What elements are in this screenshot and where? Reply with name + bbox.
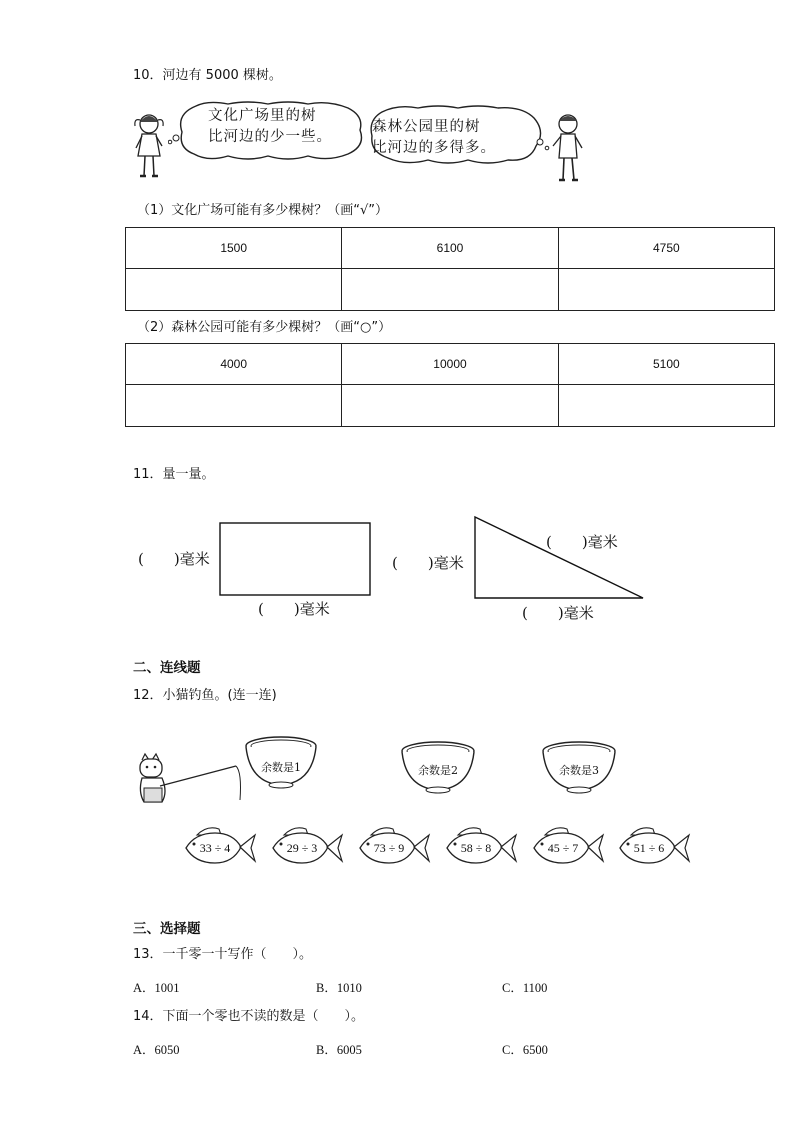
bowl-item[interactable]: [541, 738, 617, 794]
triangle-base-blank: ( )毫米: [522, 604, 594, 622]
table-cell: 4000: [126, 344, 342, 385]
boy-bubble-text: [372, 117, 496, 159]
q13-option-b[interactable]: B．1010: [316, 981, 362, 995]
table-row: [126, 385, 775, 427]
rect-height-blank: ( )毫米: [138, 550, 210, 568]
table-cell: 4750: [558, 228, 774, 269]
fish-label: 33 ÷ 4: [199, 841, 231, 855]
table-row: [126, 344, 775, 385]
triangle-height-blank: ( )毫米: [392, 554, 464, 572]
boy-bubble-line-1: 森林公园里的树: [372, 119, 481, 135]
answer-cell[interactable]: [342, 385, 558, 427]
cat-fishing-illustration: [132, 752, 246, 810]
q10-sub1: （1）文化广场可能有多少棵树？（画“√”）: [137, 203, 389, 218]
q12-title: 12．小猫钓鱼。(连一连): [133, 688, 277, 703]
q14-option-a[interactable]: A．6050: [133, 1043, 180, 1057]
fish-item[interactable]: [444, 825, 518, 871]
section2-title: 二、连线题: [133, 660, 201, 676]
bowl-label: 余数是1: [261, 761, 301, 774]
table-cell: 6100: [342, 228, 558, 269]
fish-item[interactable]: [617, 825, 691, 871]
q14-option-c[interactable]: C．6500: [502, 1043, 548, 1057]
girl-bubble-line-1: 文化广场里的树: [208, 108, 317, 124]
answer-cell[interactable]: [342, 269, 558, 311]
rectangle-shape: [215, 520, 375, 600]
section3-title: 三、选择题: [133, 921, 201, 937]
q10-title: 10．河边有 5000 棵树。: [133, 68, 282, 83]
girl-bubble-text: [208, 106, 332, 148]
bowl-item[interactable]: [244, 733, 318, 789]
fish-label: 58 ÷ 8: [460, 841, 492, 855]
q13-title: 13．一千零一十写作（ ）。: [133, 947, 313, 962]
q11-title: 11．量一量。: [133, 467, 215, 482]
boy-illustration: [548, 108, 590, 188]
table-row: [126, 269, 775, 311]
table-guangchang: [125, 227, 775, 311]
q14-option-b[interactable]: B．6005: [316, 1043, 362, 1057]
rect-width-blank: ( )毫米: [258, 600, 330, 618]
girl-bubble-line-2: 比河边的少一些。: [208, 129, 332, 145]
table-row: [126, 228, 775, 269]
bowl-item[interactable]: [400, 738, 476, 794]
fish-item[interactable]: [183, 825, 257, 871]
triangle-hypotenuse-blank: ( )毫米: [546, 533, 618, 551]
bowl-label: 余数是3: [559, 764, 599, 777]
triangle-shape: [470, 512, 650, 604]
answer-cell[interactable]: [126, 385, 342, 427]
bowl-label: 余数是2: [418, 764, 458, 777]
q14-title: 14．下面一个零也不读的数是（ ）。: [133, 1009, 365, 1024]
q13-option-a[interactable]: A．1001: [133, 981, 180, 995]
fish-label: 51 ÷ 6: [633, 841, 665, 855]
boy-bubble-line-2: 比河边的多得多。: [372, 140, 496, 156]
fish-item[interactable]: [270, 825, 344, 871]
table-senlingongyuan: [125, 343, 775, 427]
q10-sub2: （2）森林公园可能有多少棵树？（画“○”）: [137, 320, 392, 335]
answer-cell[interactable]: [558, 269, 774, 311]
fish-label: 45 ÷ 7: [547, 841, 579, 855]
table-cell: 5100: [558, 344, 774, 385]
fish-item[interactable]: [531, 825, 605, 871]
fish-label: 29 ÷ 3: [286, 841, 318, 855]
table-cell: 1500: [126, 228, 342, 269]
fish-label: 73 ÷ 9: [373, 841, 405, 855]
girl-illustration: [128, 108, 170, 184]
fish-item[interactable]: [357, 825, 431, 871]
answer-cell[interactable]: [558, 385, 774, 427]
answer-cell[interactable]: [126, 269, 342, 311]
table-cell: 10000: [342, 344, 558, 385]
q13-option-c[interactable]: C．1100: [502, 981, 548, 995]
